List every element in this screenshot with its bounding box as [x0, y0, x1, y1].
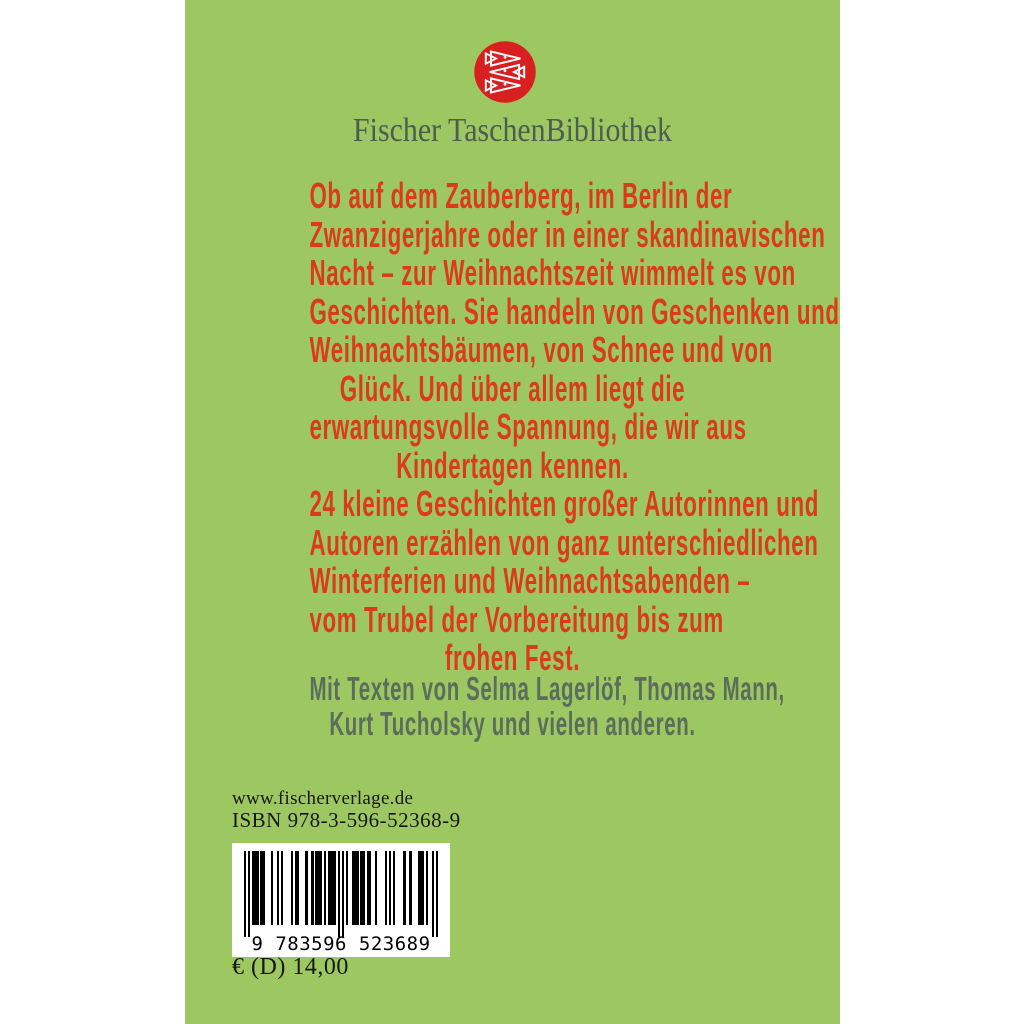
barcode-bar [369, 851, 371, 925]
barcode-bar [393, 851, 395, 925]
fischer-logo-icon [473, 40, 537, 104]
price-label: € (D) 14,00 [232, 954, 349, 980]
barcode-bar [334, 851, 336, 925]
barcode-bar [338, 851, 340, 937]
barcode-bar [320, 851, 322, 925]
barcode-bar [389, 851, 391, 925]
barcode-bar [356, 851, 358, 925]
barcode-bar [311, 851, 313, 925]
text-line: Nacht – zur Weihnachtszeit wimmelt es von [309, 252, 796, 293]
barcode-bar [262, 851, 264, 925]
text-line: Winterferien und Weihnachtsabenden – [309, 560, 751, 601]
barcode-digits: 9 783596 523689 [251, 933, 431, 955]
text-line: Ob auf dem Zauberberg, im Berlin der [309, 175, 733, 216]
barcode-bar [291, 851, 293, 925]
barcode-bar [271, 851, 273, 925]
barcode-bar [422, 851, 424, 925]
series-title: Fischer TaschenBibliothek [353, 112, 672, 149]
text-line: Kindertagen kennen. [396, 444, 629, 486]
cover-background [185, 0, 840, 1024]
isbn-text: ISBN 978-3-596-52368-9 [232, 808, 461, 832]
blurb-text [185, 177, 840, 678]
text-line: Mit Texten von Selma Lagerlöf, Thomas Mann, [309, 670, 785, 707]
authors-note [185, 671, 840, 741]
text-line: Geschichten. Sie handeln von Geschenken und [309, 290, 840, 332]
barcode-bar [362, 851, 364, 925]
barcode-bar [375, 851, 377, 925]
text-line: Kurt Tucholsky und vielen anderen. [329, 705, 696, 742]
barcode-bar [436, 851, 438, 937]
barcode [232, 843, 450, 957]
barcode-bar [409, 851, 411, 925]
barcode-bar [346, 851, 348, 925]
barcode-bar [324, 851, 326, 925]
text-line: Autoren erzählen von ganz unterschiedlichen [309, 521, 819, 563]
text-line: erwartungsvolle Spannung, die wir aus [309, 406, 747, 447]
text-line: frohen Fest. [444, 637, 581, 678]
text-line: vom Trubel der Vorbereitung bis zum [309, 598, 724, 640]
barcode-bar [281, 851, 283, 925]
publisher-website: www.fischerverlage.de [232, 788, 414, 809]
barcode-bar [305, 851, 307, 925]
barcode-bar [256, 851, 258, 925]
barcode-bar [297, 851, 299, 925]
barcode-bar [277, 851, 279, 925]
barcode-bar [432, 851, 434, 937]
barcode-bar [403, 851, 405, 925]
text-line: Weihnachtsbäumen, von Schnee und von [309, 329, 773, 370]
barcode-bar [426, 851, 428, 925]
text-line: 24 kleine Geschichten großer Autorinnen und [309, 483, 819, 524]
barcode-bar [244, 851, 246, 937]
barcode-bar [248, 851, 250, 937]
barcode-bar [385, 851, 387, 925]
barcode-bar [342, 851, 344, 937]
text-line: Glück. Und über allem liegt die [339, 367, 686, 409]
text-line: Zwanzigerjahre oder in einer skandinavischen [309, 213, 826, 255]
